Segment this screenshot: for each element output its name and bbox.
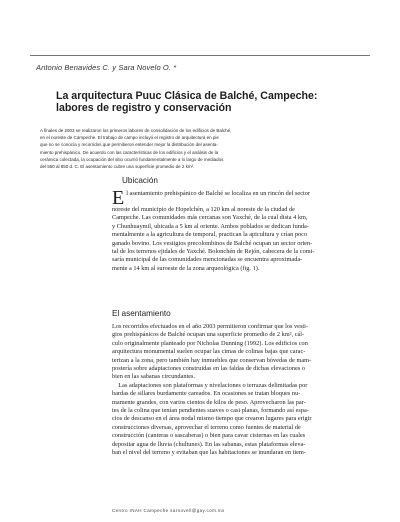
body-line: postería sobre adaptaciones construidas en las faldas de dichas elevaciones o [112,365,306,373]
body-line: bardas de sillares burdamente careados. En ocasiones se tratan bloques nu- [112,390,301,398]
header-rule [30,55,370,56]
body-line: noreste del municipio de Hopelchén, a 120 km al noreste de la ciudad de [112,206,295,213]
body-line: saría municipal de las comunidades mencionadas se encuentra aproximada- [112,256,303,264]
abstract [40,127,284,170]
body-line: Las adaptaciones son plataformas y nivelaciones o terrazas delimitadas por [112,381,308,389]
body-line: mente a 14 km al suroeste de la zona arqueológica (fig. 1). [112,264,260,272]
title-line-1: La arquitectura Puuc Clásica de Balché, Campeche: [56,90,318,102]
body-line: tal de los terrenos ejidales de Yaxché. Bolonchén de Rejón, cabecera de la comi- [112,248,315,256]
body-line: Los recorridos efectuados en el año 2003 permitieron confirmar que los vesti- [112,323,309,330]
abstract-line: en el noreste de Campeche. El trabajo de campo incluyó el registro de arquitectura en pie [40,135,219,141]
section-heading-ubicacion: Ubicación [122,176,158,185]
footnote: Centro INAH Campeche sarnovell@gay.com.mx [112,508,225,513]
abstract-line: cerámica colectada, la ocupación del sitio ocurrió fundamentalmente a lo largo de mediados [40,156,224,162]
body-line: mentalmente a la agricultura de temporal, practican la apicultura y crían poco [112,231,308,239]
section-body-ubicacion [112,190,374,273]
body-line: construcciones diversas, aprovechar el terreno como fuentes de material de [112,423,301,431]
abstract-line: miento prehispánico. De acuerdo con las características de los edificios y el análisis de la [40,149,219,155]
body-line: ganado bovino. Los vestigios precolombinos de Balché ocupan un sector orien- [112,239,313,247]
body-line: bien en las sabanas circundantes. [112,373,196,381]
body-line: arquitectura monumental suelen ocupar las cimas de colinas bajas que carac- [112,348,306,356]
body-line: culo originalmente planteado por Nicholas Dunning (1992). Los edificios con [112,339,308,347]
body-line: construcción (canteras o sascaberas) o bien para cavar cisternas en las cuales [112,432,306,440]
body-line: depositar agua de lluvia (chultunes). En las sabanas, estas plataformas eleva- [112,440,306,448]
abstract-line: A finales de 2003 se realizaron los primeros labores de consolidación de los edificios de Balché, [40,128,232,133]
section-heading-asentamiento: El asentamiento [112,309,171,318]
body-line: terizan a la zona, pero también hay inmuebles que conservan bóvedas de mam- [112,356,312,364]
body-line: El asentamiento prehispánico de Balché se localiza en un rincón del sector [112,190,310,206]
abstract-line: del 550 al 850 d. C. El asentamiento cubre una superficie promedio de 2 km². [40,164,195,170]
section-body-asentamiento [112,323,374,458]
author-line: Antonio Benavides C. y Sara Novelo O. * [36,63,177,72]
body-line: ban el nivel del terreno y evitaban que las habitaciones se inundaran en tiem- [112,449,306,457]
body-line: tes de la colina que tenían pendientes suaves o casi planas, formando así espa- [112,407,309,415]
body-line: Campeche. Las comunidades más cercanas son Yaxché, de la cual dista 4 km, [112,214,308,222]
body-line: y Chunhuaymil, ubicada a 5 km al oriente. Ambos poblados se dedican funda- [112,222,309,230]
abstract-line: que no se conocía y recorridos que permitieron entender mejor la distribución del asenta- [40,142,218,148]
article-title [56,91,356,114]
body-line: cios de descanso en el área nodal mismo tiempo que crearon lugares para erigir [112,415,312,423]
body-line: gios prehispánicos de Balché ocupan una superficie promedio de 2 km², cál- [112,331,305,339]
title-line-2: labores de registro y conservación [56,101,232,114]
drop-cap: E [112,190,125,206]
body-line: mamente grandes, con varios cientos de kilos de peso. Aprovecharon las par- [112,398,306,406]
